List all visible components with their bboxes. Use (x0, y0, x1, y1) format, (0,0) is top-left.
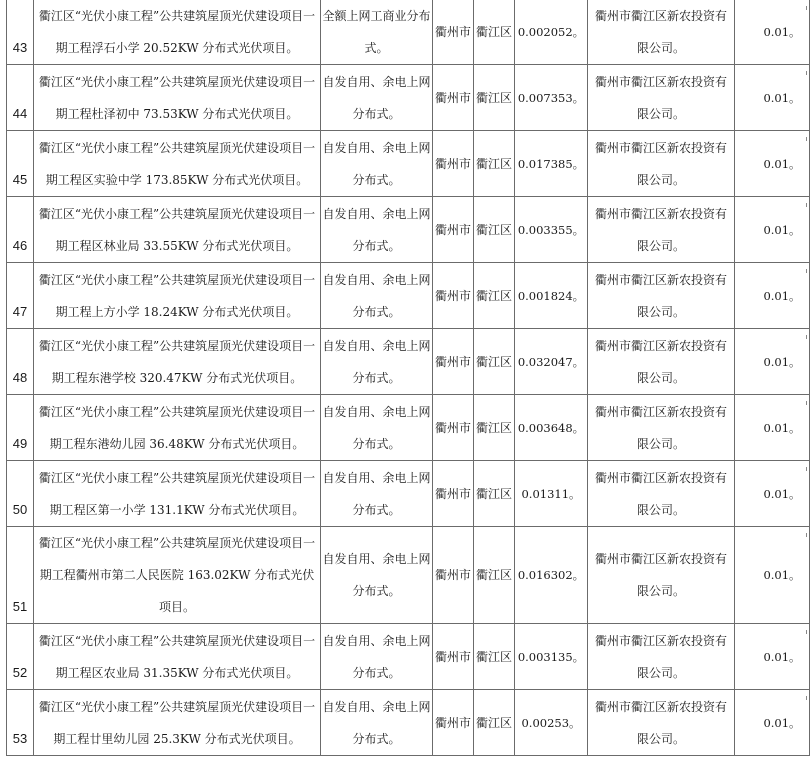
no-text: 50 (12, 502, 28, 517)
row-number (7, 0, 34, 65)
capacity-value (515, 690, 588, 756)
owner-company (588, 690, 735, 756)
grid-connection-mode (321, 690, 433, 756)
owner-text: 衢州市衢江区新农投资有限公司。 (594, 74, 727, 121)
mode-text: 自发自用、余电上网分布式。 (322, 74, 431, 121)
cell-mark (803, 467, 807, 471)
name-text: 衢江区“光伏小康工程”公共建筑屋顶光伏建设项目一期工程东港学校 320.47KW 分布式光伏项目。 (38, 338, 316, 385)
project-name (34, 690, 321, 756)
rate-value (735, 395, 810, 461)
capacity-text: 0.002052。 (517, 25, 585, 39)
owner-text: 衢州市衢江区新农投资有限公司。 (594, 404, 727, 451)
district (474, 131, 515, 197)
rate-value (735, 0, 810, 65)
district (474, 197, 515, 263)
rate-value (735, 263, 810, 329)
mode-text: 自发自用、余电上网分布式。 (322, 470, 431, 517)
city-text: 衢州市 (434, 715, 471, 730)
city (433, 461, 474, 527)
no-text: 51 (12, 599, 28, 614)
table-row (7, 263, 810, 329)
owner-company (588, 527, 735, 624)
district-text: 衢江区 (475, 288, 512, 303)
city-text: 衢州市 (434, 649, 471, 664)
capacity-text: 0.016302。 (517, 568, 585, 582)
table-row (7, 395, 810, 461)
mode-text: 自发自用、余电上网分布式。 (322, 338, 431, 385)
grid-connection-mode (321, 65, 433, 131)
district-text: 衢江区 (475, 25, 512, 39)
district-text: 衢江区 (475, 715, 512, 730)
mode-text: 自发自用、余电上网分布式。 (322, 633, 431, 680)
table-row (7, 0, 810, 65)
project-table-page (6, 0, 810, 756)
grid-connection-mode (321, 527, 433, 624)
row-number (7, 197, 34, 263)
grid-connection-mode (321, 263, 433, 329)
city-text: 衢州市 (434, 568, 471, 582)
mode-text: 自发自用、余电上网分布式。 (322, 699, 431, 746)
capacity-text: 0.007353。 (517, 90, 585, 105)
name-text: 衢江区“光伏小康工程”公共建筑屋顶光伏建设项目一期工程区第一小学 131.1KW 分布式光伏项目。 (38, 470, 316, 517)
district-text: 衢江区 (475, 90, 512, 105)
capacity-value (515, 0, 588, 65)
no-text: 47 (12, 304, 28, 319)
district (474, 461, 515, 527)
city (433, 263, 474, 329)
owner-text: 衢州市衢江区新农投资有限公司。 (594, 9, 727, 55)
capacity-text: 0.032047。 (517, 354, 585, 369)
capacity-value (515, 263, 588, 329)
owner-company (588, 197, 735, 263)
capacity-value (515, 65, 588, 131)
owner-company (588, 329, 735, 395)
city-text: 衢州市 (434, 25, 471, 39)
owner-company (588, 395, 735, 461)
rate-value (735, 527, 810, 624)
city (433, 395, 474, 461)
no-text: 48 (12, 370, 28, 385)
city (433, 131, 474, 197)
capacity-value (515, 329, 588, 395)
project-name (34, 527, 321, 624)
table-row (7, 624, 810, 690)
name-text: 衢江区“光伏小康工程”公共建筑屋顶光伏建设项目一期工程杜泽初中 73.53KW 分布式光伏项目。 (38, 74, 316, 121)
city (433, 329, 474, 395)
district-text: 衢江区 (475, 354, 512, 369)
project-name (34, 624, 321, 690)
rate-text: 0.01。 (763, 222, 801, 237)
rate-text: 0.01。 (763, 156, 801, 171)
owner-text: 衢州市衢江区新农投资有限公司。 (594, 552, 727, 598)
owner-text: 衢州市衢江区新农投资有限公司。 (594, 470, 727, 517)
rate-text: 0.01。 (763, 568, 801, 582)
name-text: 衢江区“光伏小康工程”公共建筑屋顶光伏建设项目一期工程东港幼儿园 36.48KW 分布式光伏项目。 (38, 404, 316, 451)
district (474, 329, 515, 395)
table-row (7, 690, 810, 756)
mode-text: 自发自用、余电上网分布式。 (322, 404, 431, 451)
no-text: 53 (12, 731, 28, 746)
rate-value (735, 329, 810, 395)
row-number (7, 65, 34, 131)
table-row (7, 197, 810, 263)
row-number (7, 329, 34, 395)
no-text: 44 (12, 106, 28, 121)
owner-text: 衢州市衢江区新农投资有限公司。 (594, 338, 727, 385)
owner-text: 衢州市衢江区新农投资有限公司。 (594, 633, 727, 680)
district (474, 690, 515, 756)
city-text: 衢州市 (434, 90, 471, 105)
grid-connection-mode (321, 0, 433, 65)
project-name (34, 65, 321, 131)
rate-value (735, 461, 810, 527)
project-table (6, 0, 810, 756)
owner-text: 衢州市衢江区新农投资有限公司。 (594, 140, 727, 187)
city (433, 197, 474, 263)
project-name (34, 197, 321, 263)
name-text: 衢江区“光伏小康工程”公共建筑屋顶光伏建设项目一期工程区实验中学 173.85KW 分布式光伏项目。 (38, 140, 316, 187)
district (474, 624, 515, 690)
row-number (7, 690, 34, 756)
city (433, 690, 474, 756)
district-text: 衢江区 (475, 649, 512, 664)
name-text: 衢江区“光伏小康工程”公共建筑屋顶光伏建设项目一期工程浮石小学 20.52KW 分布式光伏项目。 (38, 9, 316, 55)
city-text: 衢州市 (434, 222, 471, 237)
project-name (34, 395, 321, 461)
no-text: 46 (12, 238, 28, 253)
rate-value (735, 690, 810, 756)
city-text: 衢州市 (434, 156, 471, 171)
district (474, 263, 515, 329)
capacity-value (515, 395, 588, 461)
owner-text: 衢州市衢江区新农投资有限公司。 (594, 699, 727, 746)
owner-text: 衢州市衢江区新农投资有限公司。 (594, 272, 727, 319)
cell-mark (803, 630, 807, 634)
table-row (7, 461, 810, 527)
grid-connection-mode (321, 624, 433, 690)
capacity-text: 0.001824。 (517, 288, 585, 303)
district (474, 0, 515, 65)
table-row (7, 329, 810, 395)
capacity-value (515, 527, 588, 624)
owner-company (588, 65, 735, 131)
owner-company (588, 263, 735, 329)
grid-connection-mode (321, 461, 433, 527)
city-text: 衢州市 (434, 420, 471, 435)
rate-text: 0.01。 (763, 420, 801, 435)
district-text: 衢江区 (475, 420, 512, 435)
cell-mark (803, 71, 807, 75)
capacity-value (515, 624, 588, 690)
rate-text: 0.01。 (763, 25, 801, 39)
capacity-value (515, 197, 588, 263)
name-text: 衢江区“光伏小康工程”公共建筑屋顶光伏建设项目一期工程廿里幼儿园 25.3KW 分布式光伏项目。 (38, 699, 316, 746)
district-text: 衢江区 (475, 568, 512, 582)
name-text: 衢江区“光伏小康工程”公共建筑屋顶光伏建设项目一期工程上方小学 18.24KW 分布式光伏项目。 (38, 272, 316, 319)
table-row (7, 527, 810, 624)
owner-company (588, 0, 735, 65)
no-text: 49 (12, 436, 28, 451)
rate-text: 0.01。 (763, 288, 801, 303)
owner-text: 衢州市衢江区新农投资有限公司。 (594, 206, 727, 253)
name-text: 衢江区“光伏小康工程”公共建筑屋顶光伏建设项目一期工程区农业局 31.35KW 分布式光伏项目。 (38, 633, 316, 680)
capacity-text: 0.01311。 (521, 486, 581, 501)
capacity-text: 0.017385。 (517, 156, 585, 171)
rate-text: 0.01。 (763, 486, 801, 501)
row-number (7, 263, 34, 329)
city-text: 衢州市 (434, 354, 471, 369)
rate-text: 0.01。 (763, 90, 801, 105)
grid-connection-mode (321, 197, 433, 263)
mode-text: 全额上网工商业分布式。 (322, 9, 431, 55)
city (433, 527, 474, 624)
capacity-value (515, 461, 588, 527)
owner-company (588, 624, 735, 690)
capacity-value (515, 131, 588, 197)
cell-mark (803, 533, 807, 537)
owner-company (588, 131, 735, 197)
rate-value (735, 65, 810, 131)
table-body (7, 0, 810, 756)
city (433, 624, 474, 690)
row-number (7, 131, 34, 197)
grid-connection-mode (321, 329, 433, 395)
rate-value (735, 197, 810, 263)
rate-value (735, 131, 810, 197)
name-text: 衢江区“光伏小康工程”公共建筑屋顶光伏建设项目一期工程区林业局 33.55KW 分布式光伏项目。 (38, 206, 316, 253)
grid-connection-mode (321, 131, 433, 197)
no-text: 43 (12, 40, 28, 55)
rate-text: 0.01。 (763, 649, 801, 664)
district (474, 395, 515, 461)
rate-text: 0.01。 (763, 715, 801, 730)
owner-company (588, 461, 735, 527)
project-name (34, 263, 321, 329)
table-row (7, 131, 810, 197)
capacity-text: 0.003355。 (517, 222, 585, 237)
city-text: 衢州市 (434, 288, 471, 303)
cell-mark (803, 137, 807, 141)
city (433, 65, 474, 131)
capacity-text: 0.003135。 (517, 649, 585, 664)
rate-value (735, 624, 810, 690)
grid-connection-mode (321, 395, 433, 461)
city-text: 衢州市 (434, 486, 471, 501)
capacity-text: 0.003648。 (517, 420, 585, 435)
project-name (34, 461, 321, 527)
cell-mark (803, 6, 807, 10)
row-number (7, 395, 34, 461)
mode-text: 自发自用、余电上网分布式。 (322, 206, 431, 253)
cell-mark (803, 203, 807, 207)
no-text: 52 (12, 665, 28, 680)
district-text: 衢江区 (475, 156, 512, 171)
no-text: 45 (12, 172, 28, 187)
project-name (34, 329, 321, 395)
cell-mark (803, 335, 807, 339)
city (433, 0, 474, 65)
row-number (7, 527, 34, 624)
mode-text: 自发自用、余电上网分布式。 (322, 552, 431, 598)
name-text: 衢江区“光伏小康工程”公共建筑屋顶光伏建设项目一期工程衢州市第二人民医院 163.02KW 分布式光伏项目。 (38, 536, 316, 614)
mode-text: 自发自用、余电上网分布式。 (322, 272, 431, 319)
district-text: 衢江区 (475, 486, 512, 501)
project-name (34, 131, 321, 197)
district (474, 527, 515, 624)
table-row (7, 65, 810, 131)
district (474, 65, 515, 131)
row-number (7, 624, 34, 690)
cell-mark (803, 401, 807, 405)
district-text: 衢江区 (475, 222, 512, 237)
capacity-text: 0.00253。 (521, 715, 581, 730)
rate-text: 0.01。 (763, 354, 801, 369)
mode-text: 自发自用、余电上网分布式。 (322, 140, 431, 187)
row-number (7, 461, 34, 527)
cell-mark (803, 696, 807, 700)
project-name (34, 0, 321, 65)
cell-mark (803, 269, 807, 273)
